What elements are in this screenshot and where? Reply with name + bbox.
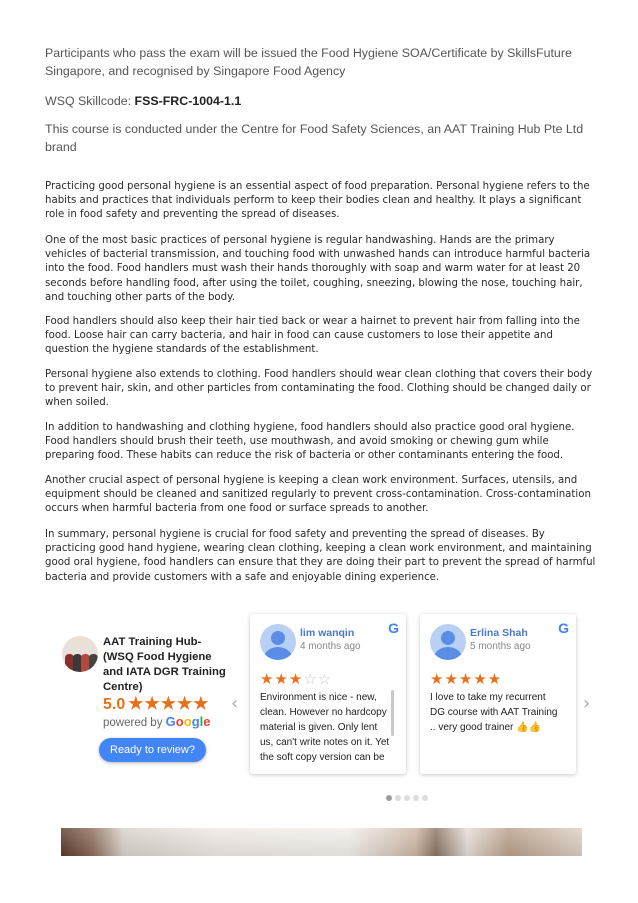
google-badge-icon: G xyxy=(558,620,569,636)
review-time: 4 months ago xyxy=(300,641,361,652)
article-paragraph: In summary, personal hygiene is crucial for food safety and preventing the spread of diseases. By practicing good hand hygiene, wearing clean clothing, keeping a clean work environment, and maintaining good oral hygiene, food handlers can ensure that they are doing their part to prevent the spread of harmful bacteria and provide customers with a safe and enjoyable dining experience. xyxy=(45,529,596,583)
article-paragraph: Another crucial aspect of personal hygiene is keeping a clean work environment. Surfaces, utensils, and equipment should be cleaned and sanitized regularly to prevent cross-contamination. Cross-contamination occurs when harmful bacteria from one food or surface spreads to another. xyxy=(45,475,591,515)
carousel-prev-arrow-icon[interactable]: ‹ xyxy=(231,693,239,714)
ready-to-review-button[interactable]: Ready to review? xyxy=(99,738,206,762)
reviewer-avatar-icon xyxy=(430,624,466,660)
article-paragraph: Food handlers should also keep their hair tied back or wear a hairnet to prevent hair from falling into the food. Loose hair can carry bacteria, and hair in food can cause customers to lose their appetite and question the hygiene standards of the establishment. xyxy=(45,316,580,356)
course-brand-note: This course is conducted under the Centre for Food Safety Sciences, an AAT Training Hub Pte Ltd brand xyxy=(45,122,584,154)
google-badge-icon: G xyxy=(388,620,399,636)
article-paragraph: In addition to handwashing and clothing hygiene, food handlers should also practice good oral hygiene. Food handlers should brush their teeth, use mouthwash, and avoid smoking or chewing gum while preparing food. These habits can reduce the risk of bacteria or other contaminants entering the food. xyxy=(45,422,575,462)
rating-stars-icon: ★★★★★ xyxy=(128,694,210,713)
pagination-dot[interactable] xyxy=(395,795,401,801)
review-text[interactable]: I love to take my recurrent DG course with AAT Training .. very good trainer 👍👍 xyxy=(430,692,558,733)
review-card xyxy=(250,614,406,774)
business-logo xyxy=(62,636,98,672)
article-paragraph: Practicing good personal hygiene is an essential aspect of food preparation. Personal hygiene refers to the habits and practices that individuals perform to keep their bodies clean and healthy. It plays a significant role in food safety and preventing the spread of diseases. xyxy=(45,181,590,221)
powered-by-google xyxy=(103,714,211,729)
review-stars xyxy=(430,670,502,688)
powered-by-label: powered by xyxy=(103,717,166,729)
article-paragraph: Personal hygiene also extends to clothing. Food handlers should wear clean clothing that covers their body to prevent hair, skin, and other particles from contaminating the food. Clothing should be changed daily or when soiled. xyxy=(45,369,593,409)
pagination-dot[interactable] xyxy=(422,795,428,801)
reviewer-avatar-icon xyxy=(260,624,296,660)
star-filled-icon: ★★★ xyxy=(260,670,304,688)
star-filled-icon: ★★★★★ xyxy=(430,670,503,688)
pagination-dot[interactable] xyxy=(413,795,419,801)
review-card xyxy=(420,614,576,774)
carousel-next-arrow-icon[interactable]: › xyxy=(583,693,591,714)
article-paragraph: One of the most basic practices of personal hygiene is regular handwashing. Hands are the primary vehicles of bacterial transmission, and touching food with unwashed hands can introduce harmful bacteria into the food. Food handlers must wash their hands thoroughly with soap and warm water for at least 20 seconds before handling food, after using the toilet, coughing, sneezing, blowing the nose, touching hair, and touching other parts of the body. xyxy=(45,235,591,303)
certification-note: Participants who pass the exam will be issued the Food Hygiene SOA/Certificate by SkillsFuture Singapore, and recognised by Singapore Food Agency xyxy=(45,46,572,78)
pagination-dot[interactable] xyxy=(386,795,392,801)
business-rating xyxy=(103,694,209,714)
reviewer-name[interactable]: lim wanqin xyxy=(300,627,355,639)
skillcode-value: FSS-FRC-1004-1.1 xyxy=(134,94,242,108)
business-name: AAT Training Hub- (WSQ Food Hygiene and IATA DGR Training Centre) xyxy=(103,636,226,693)
review-scrollbar[interactable] xyxy=(391,690,394,736)
review-text[interactable]: Environment is nice - new, clean. However no hardcopy material is given. Only lent us, can't write notes on it. Yet the soft copy version can be xyxy=(260,692,390,763)
carousel-pagination xyxy=(386,786,431,805)
review-time: 5 months ago xyxy=(470,641,531,652)
food-hygiene-photo xyxy=(61,828,582,856)
skillcode-line xyxy=(45,92,600,110)
review-stars xyxy=(260,670,332,688)
reviewer-name[interactable]: Erlina Shah xyxy=(470,627,528,639)
rating-value: 5.0 xyxy=(103,696,126,713)
pagination-dot[interactable] xyxy=(404,795,410,801)
skillcode-label: WSQ Skillcode: xyxy=(45,94,135,108)
google-logo-icon: Google xyxy=(165,714,211,729)
star-empty-icon: ☆☆ xyxy=(303,670,333,688)
